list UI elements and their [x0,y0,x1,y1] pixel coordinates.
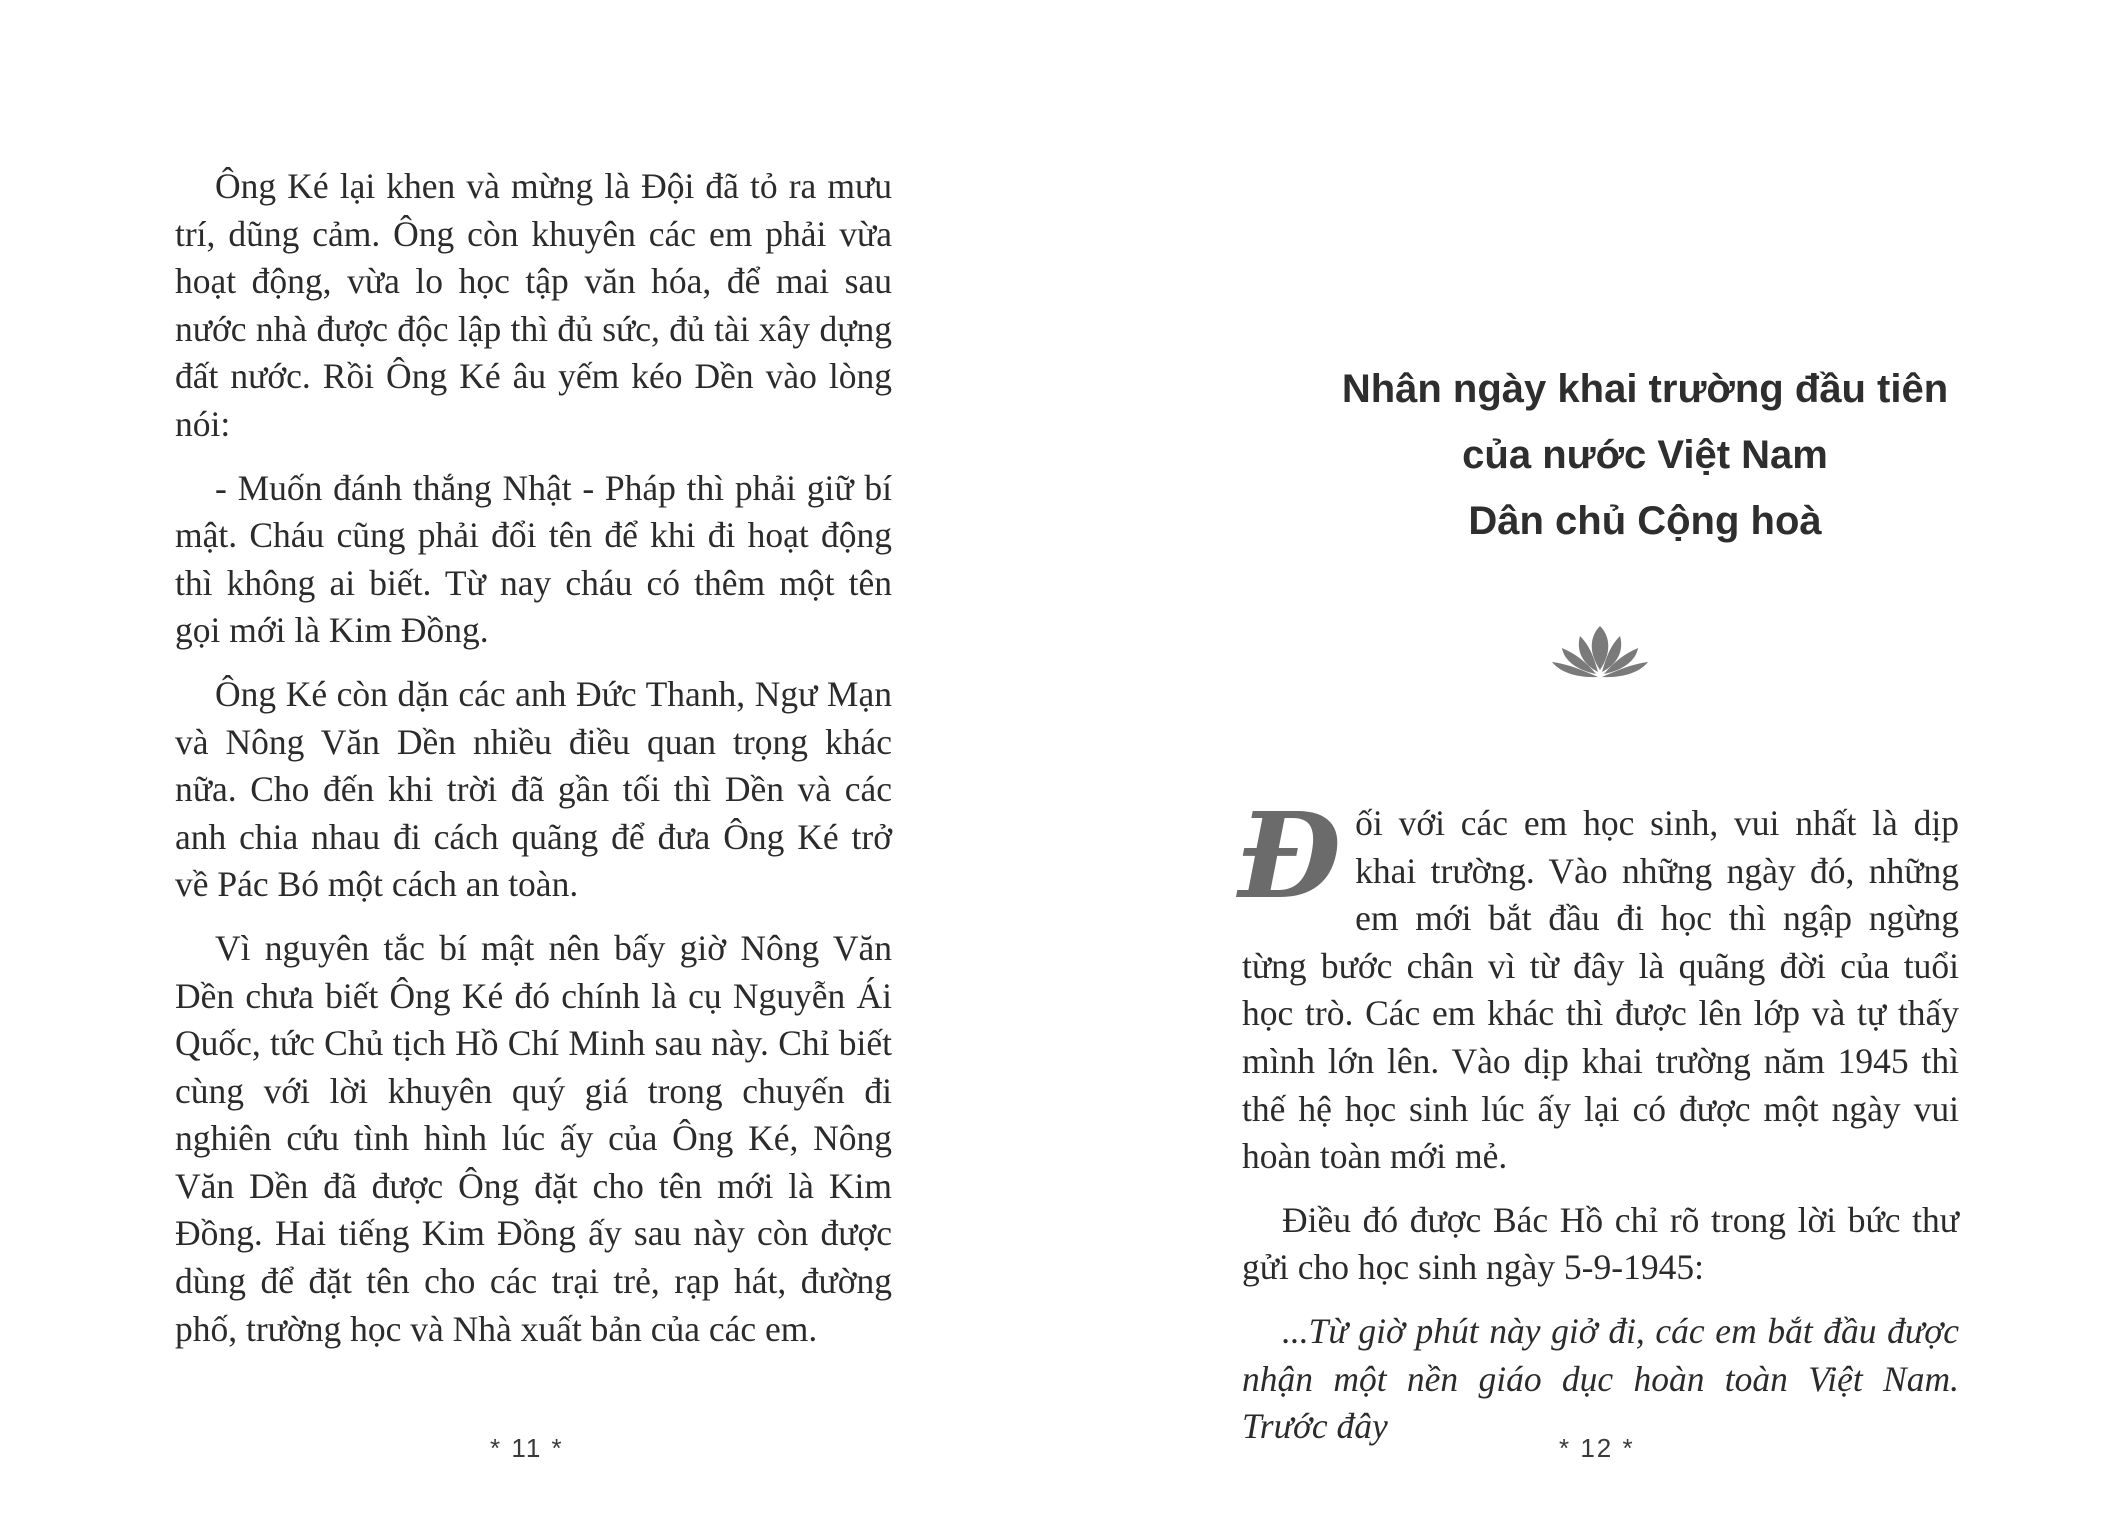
page-number: * 11 * [490,1433,564,1463]
first-paragraph-text: ối với các em học sinh, vui nhất là dịp khai trường. Vào những ngày đó, những em mới bắt đầu đi học thì ngập ngừng từng bước chân vì từ đây là quãng đời của tuổi học trò. Các em khác thì được lên lớp và tự thấy mình lớn lên. Vào dịp khai trường năm 1945 thì thế hệ học sinh lúc ấy lại có được một ngày vui hoàn toàn mới mẻ. [1242,803,1959,1177]
paragraph [1238,786,1959,1181]
lotus-icon [1550,622,1650,682]
paragraph: Ông Ké lại khen và mừng là Đội đã tỏ ra mưu trí, dũng cảm. Ông còn khuyên các em phải vừa hoạt động, vừa lo học tập văn hóa, để mai sau nước nhà được độc lập thì đủ sức, đủ tài xây dựng đất nước. Rồi Ông Ké âu yếm kéo Dền vào lòng nói: [175,166,892,444]
chapter-title-line: Nhân ngày khai trường đầu tiên [1341,367,1949,411]
left-page [0,0,1055,1528]
chapter-title [1205,356,2085,554]
right-page [1055,0,2111,1528]
dropcap: Đ [1238,786,1342,925]
paragraph: Điều đó được Bác Hồ chỉ rõ trong lời bức thư gửi cho học sinh ngày 5-9-1945: [1242,1199,1959,1288]
chapter-title-line: Dân chủ Cộng hoà [1468,499,1822,543]
left-body-text [175,163,892,1369]
page-number: * 12 * [1559,1433,1635,1463]
paragraph: - Muốn đánh thắng Nhật - Pháp thì phải giữ bí mật. Cháu cũng phải đổi tên để khi đi hoạt động thì không ai biết. Từ nay cháu có thêm một tên gọi mới là Kim Đồng. [175,467,892,651]
chapter-title-line: của nước Việt Nam [1462,433,1828,477]
paragraph: Ông Ké còn dặn các anh Đức Thanh, Ngư Mạn và Nông Văn Dền nhiều điều quan trọng khác nữa. Cho đến khi trời đã gần tối thì Dền và các anh chia nhau đi cách quãng để đưa Ông Ké trở về Pác Bó một cách an toàn. [175,673,892,905]
right-body-text [1238,786,1959,1467]
quote-paragraph: ...Từ giờ phút này giở đi, các em bắt đầu được nhận một nền giáo dục hoàn toàn Việt Nam. Trước đây [1242,1310,1959,1447]
paragraph: Vì nguyên tắc bí mật nên bấy giờ Nông Văn Dền chưa biết Ông Ké đó chính là cụ Nguyễn Ái Quốc, tức Chủ tịch Hồ Chí Minh sau này. Chỉ biết cùng với lời khuyên quý giá trong chuyến đi nghiên cứu tình hình lúc ấy của Ông Ké, Nông Văn Dền đã được Ông đặt cho tên mới là Kim Đồng. Hai tiếng Kim Đồng ấy sau này còn được dùng để đặt tên cho các trại trẻ, rạp hát, đường phố, trường học và Nhà xuất bản của các em. [175,927,892,1349]
